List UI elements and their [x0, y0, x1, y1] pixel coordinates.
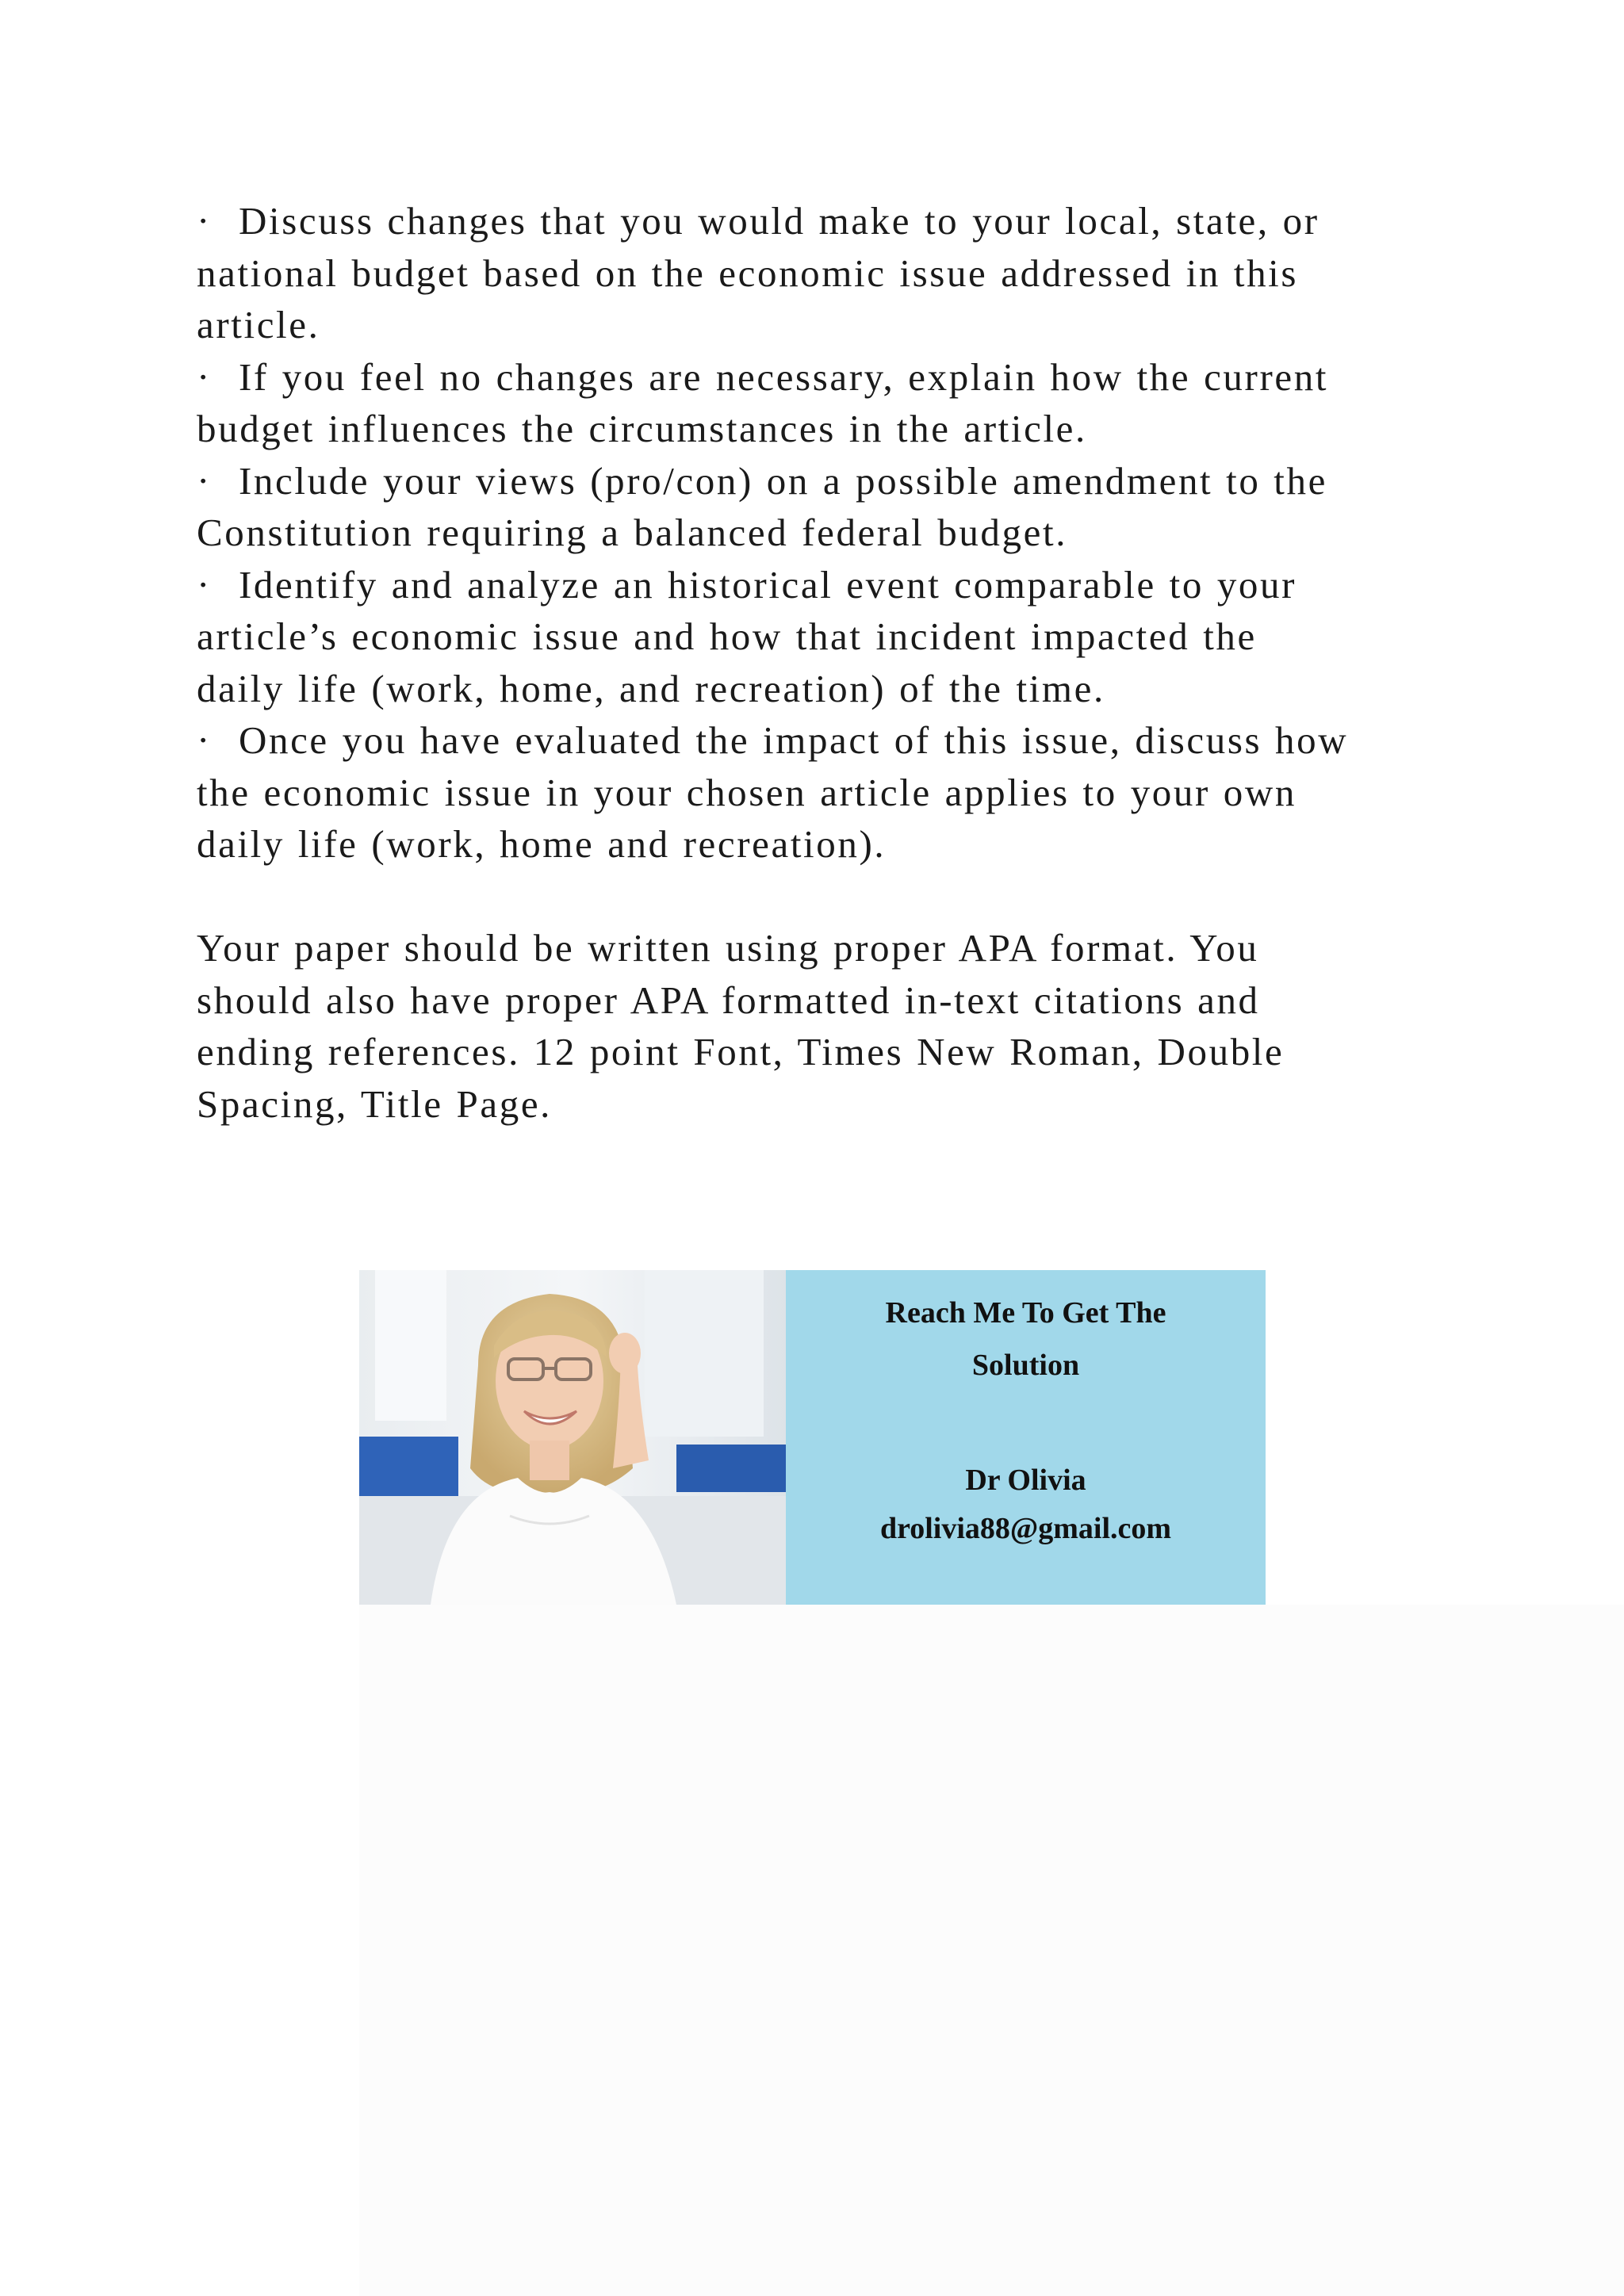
smiling-woman-photo-icon	[359, 1270, 786, 1605]
bullet-text: Discuss changes that you would make to your local, state, or	[239, 199, 1320, 243]
text-line	[197, 351, 1450, 404]
text-line: national budget based on the economic issue addressed in this	[197, 251, 1299, 295]
text-line: daily life (work, home and recreation).	[197, 822, 887, 866]
bullet-text: Identify and analyze an historical event comparable to your	[239, 562, 1297, 607]
bullet-text: If you feel no changes are necessary, explain how the current	[239, 354, 1329, 399]
bullet-mark: ·	[197, 458, 212, 503]
text-line	[197, 714, 1450, 767]
card-heading-line-2: Solution	[971, 1349, 1080, 1382]
contact-banner	[359, 1270, 1266, 1605]
bullet-mark: ·	[197, 354, 212, 399]
text-line: the economic issue in your chosen article applies to your own	[197, 770, 1297, 814]
paragraph-gap	[197, 871, 1450, 923]
text-line	[197, 559, 1450, 611]
card-heading-line-1: Reach Me To Get The	[885, 1296, 1166, 1330]
contact-email: drolivia88@gmail.com	[879, 1512, 1172, 1545]
text-line: budget influences the circumstances in the article.	[197, 407, 1087, 450]
assignment-text	[197, 195, 1450, 1130]
background-panel	[359, 1605, 1624, 2296]
bullet-mark: ·	[197, 562, 212, 607]
text-line: daily life (work, home, and recreation) of the time.	[197, 666, 1105, 710]
text-line: Your paper should be written using proper APA format. You	[197, 926, 1259, 970]
contact-card	[786, 1270, 1266, 1605]
bullet-mark: ·	[197, 199, 212, 243]
text-line: Constitution requiring a balanced federal budget.	[197, 511, 1068, 554]
closing-paragraph	[197, 922, 1450, 1130]
text-line: article.	[197, 303, 320, 346]
bullet-text: Once you have evaluated the impact of this issue, discuss how	[239, 718, 1349, 762]
bullet-item	[197, 714, 1450, 871]
bullet-item	[197, 559, 1450, 715]
text-line: Spacing, Title Page.	[197, 1081, 553, 1126]
bullet-item	[197, 455, 1450, 559]
text-line	[197, 455, 1450, 507]
photo-illustration	[359, 1270, 786, 1605]
text-line: should also have proper APA formatted in-text citations and	[197, 978, 1260, 1022]
bullet-text: Include your views (pro/con) on a possible amendment to the	[239, 458, 1327, 503]
text-line: article’s economic issue and how that incident impacted the	[197, 614, 1257, 658]
text-line: ending references. 12 point Font, Times New Roman, Double	[197, 1030, 1285, 1073]
bullet-mark: ·	[197, 718, 212, 762]
text-line	[197, 195, 1450, 247]
bullet-item	[197, 351, 1450, 455]
bullet-item	[197, 195, 1450, 351]
contact-name: Dr Olivia	[965, 1464, 1086, 1497]
